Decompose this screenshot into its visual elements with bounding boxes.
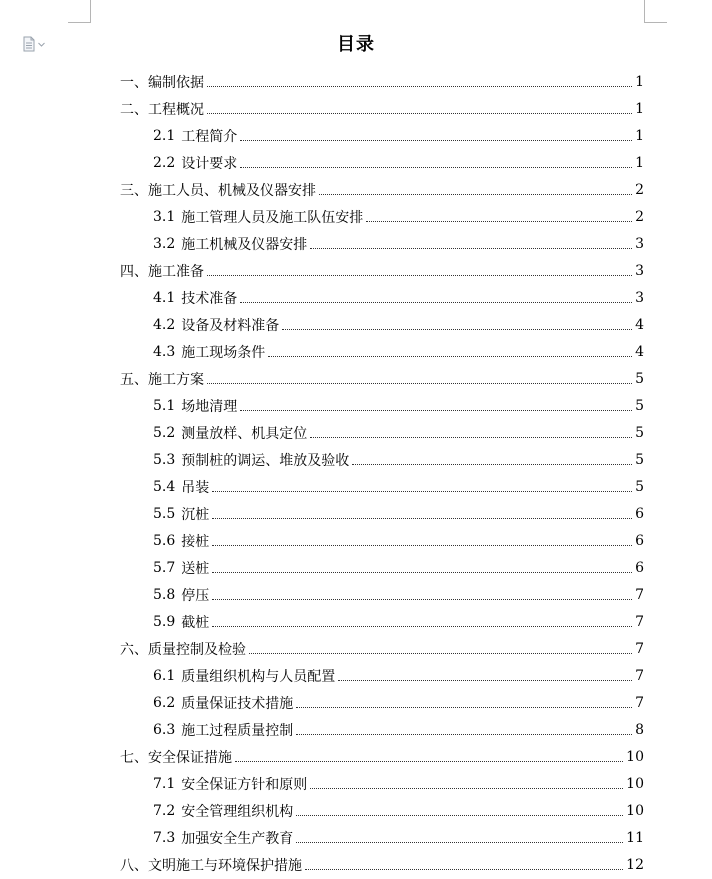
toc-entry[interactable]: [120, 527, 644, 554]
toc-entry-text: 八、文明施工与环境保护措施: [120, 857, 302, 874]
toc-dot-leader: [296, 842, 623, 843]
toc-page-number: 12: [626, 856, 644, 873]
toc-entry-text: 施工现场条件: [181, 344, 266, 361]
toc-page-number: 5: [635, 478, 644, 495]
toc-dot-leader: [240, 410, 632, 411]
toc-page-number: 1: [635, 127, 644, 144]
toc-page-number: 5: [635, 397, 644, 414]
toc-entry-number: 5.4: [153, 478, 176, 495]
toc-entry-number: 6.2: [153, 694, 176, 711]
toc-entry-text: 设计要求: [181, 155, 238, 172]
toc-entry-text: 技术准备: [181, 290, 238, 307]
toc-dot-leader: [249, 653, 632, 654]
toc-page-number: 10: [626, 748, 644, 765]
toc-page-number: 8: [635, 721, 644, 738]
toc-dot-leader: [212, 599, 632, 600]
toc-entry-number: 5.1: [153, 397, 176, 414]
toc-entry[interactable]: [120, 770, 644, 797]
toc-entry[interactable]: [120, 257, 644, 284]
toc-entry-number: 7.2: [153, 802, 176, 819]
toc-page-number: 10: [626, 802, 644, 819]
toc-page-number: 7: [635, 694, 644, 711]
toc-dot-leader: [352, 464, 632, 465]
toc-entry[interactable]: [120, 635, 644, 662]
toc-page-number: 5: [635, 370, 644, 387]
toc-entry-text: 工程简介: [181, 128, 238, 145]
toc-entry[interactable]: [120, 689, 644, 716]
toc-page-number: 6: [635, 559, 644, 576]
toc-entry-text: 质量保证技术措施: [181, 695, 294, 712]
toc-dot-leader: [212, 626, 632, 627]
toc-page-number: 3: [635, 235, 644, 252]
toc-entry[interactable]: [120, 284, 644, 311]
toc-dot-leader: [310, 437, 632, 438]
page-corner-mark-left: [68, 0, 91, 23]
toc-entry[interactable]: [120, 743, 644, 770]
toc-entry-number: 4.1: [153, 289, 176, 306]
toc-page-number: 6: [635, 532, 644, 549]
toc-entry[interactable]: [120, 176, 644, 203]
toc-page-number: 4: [635, 316, 644, 333]
toc-dot-leader: [212, 491, 632, 492]
toc-entry-text: 质量组织机构与人员配置: [181, 668, 336, 685]
toc-page-number: 4: [635, 343, 644, 360]
toc-page-number: 3: [635, 262, 644, 279]
toc-dot-leader: [207, 383, 632, 384]
toc-entry-text: 安全保证方针和原则: [181, 776, 308, 793]
toc-entry[interactable]: [120, 851, 644, 878]
toc-page-number: 1: [635, 154, 644, 171]
toc-entry-text: 沉桩: [181, 506, 210, 523]
toc-page-number: 11: [626, 829, 644, 846]
toc-entry[interactable]: [120, 365, 644, 392]
toc-dot-leader: [296, 707, 632, 708]
toc-entry[interactable]: [120, 392, 644, 419]
toc-entry-text: 预制桩的调运、堆放及验收: [181, 452, 350, 469]
toc-entry-text: 送桩: [181, 560, 210, 577]
toc-entry-text: 安全管理组织机构: [181, 803, 294, 820]
toc-entry[interactable]: [120, 608, 644, 635]
toc-entry[interactable]: [120, 554, 644, 581]
toc-dot-leader: [366, 221, 632, 222]
toc-dot-leader: [240, 167, 632, 168]
toc-dot-leader: [207, 113, 632, 114]
toc-entry-number: 5.5: [153, 505, 176, 522]
toc-dot-leader: [296, 815, 623, 816]
toc-entry-number: 6.3: [153, 721, 176, 738]
toc-dot-leader: [282, 329, 632, 330]
toc-entry-number: 2.1: [153, 127, 176, 144]
toc-entry[interactable]: [120, 500, 644, 527]
page-corner-mark-right: [644, 0, 667, 23]
toc-entry[interactable]: [120, 797, 644, 824]
toc-entry-text: 一、编制依据: [120, 74, 204, 91]
toc-entry-number: 2.2: [153, 154, 176, 171]
toc-entry[interactable]: [120, 203, 644, 230]
toc-dot-leader: [268, 356, 632, 357]
toc-dot-leader: [338, 680, 632, 681]
toc-entry-number: 5.3: [153, 451, 176, 468]
toc-page-number: 2: [635, 208, 644, 225]
table-of-contents: [120, 68, 644, 878]
toc-entry[interactable]: [120, 122, 644, 149]
toc-entry-number: 5.7: [153, 559, 176, 576]
toc-entry[interactable]: [120, 581, 644, 608]
toc-entry[interactable]: [120, 419, 644, 446]
toc-page-number: 7: [635, 640, 644, 657]
toc-entry-number: 5.8: [153, 586, 176, 603]
toc-entry[interactable]: [120, 662, 644, 689]
toc-entry-number: 4.3: [153, 343, 176, 360]
toc-entry-number: 4.2: [153, 316, 176, 333]
toc-dot-leader: [207, 86, 632, 87]
toc-entry-text: 六、质量控制及检验: [120, 641, 246, 658]
toc-entry[interactable]: [120, 68, 644, 95]
toc-entry-text: 五、施工方案: [120, 371, 204, 388]
toc-entry-number: 5.9: [153, 613, 176, 630]
toc-dot-leader: [296, 734, 632, 735]
toc-dot-leader: [305, 869, 623, 870]
toc-entry[interactable]: [120, 338, 644, 365]
toc-dot-leader: [212, 518, 632, 519]
toc-dot-leader: [319, 194, 632, 195]
toc-entry-text: 二、工程概况: [120, 101, 204, 118]
toc-entry-text: 施工管理人员及施工队伍安排: [181, 209, 364, 226]
toc-page-number: 7: [635, 667, 644, 684]
toc-page-number: 2: [635, 181, 644, 198]
toc-entry-number: 7.3: [153, 829, 176, 846]
toc-dot-leader: [240, 302, 632, 303]
toc-page-number: 6: [635, 505, 644, 522]
toc-entry[interactable]: [120, 230, 644, 257]
toc-dot-leader: [212, 572, 632, 573]
toc-entry-number: 5.2: [153, 424, 176, 441]
toc-entry[interactable]: [120, 446, 644, 473]
toc-entry-text: 测量放样、机具定位: [181, 425, 308, 442]
toc-dot-leader: [212, 545, 632, 546]
toc-entry-number: 5.6: [153, 532, 176, 549]
toc-entry[interactable]: [120, 473, 644, 500]
toc-page-number: 10: [626, 775, 644, 792]
toc-entry-text: 场地清理: [181, 398, 238, 415]
toc-entry-text: 设备及材料准备: [181, 317, 280, 334]
toc-entry-text: 加强安全生产教育: [181, 830, 294, 847]
toc-entry-number: 6.1: [153, 667, 176, 684]
toc-entry[interactable]: [120, 716, 644, 743]
toc-entry-text: 施工机械及仪器安排: [181, 236, 308, 253]
page-title: 目录: [337, 34, 375, 55]
toc-entry-text: 三、施工人员、机械及仪器安排: [120, 182, 316, 199]
toc-page-number: 1: [635, 73, 644, 90]
toc-page-number: 5: [635, 424, 644, 441]
toc-entry-text: 吊装: [181, 479, 210, 496]
toc-entry-text: 停压: [181, 587, 210, 604]
toc-dot-leader: [310, 788, 623, 789]
toc-page-number: 7: [635, 586, 644, 603]
toc-entry[interactable]: [120, 149, 644, 176]
toc-entry-number: 3.2: [153, 235, 176, 252]
toc-entry-text: 接桩: [181, 533, 210, 550]
toc-entry[interactable]: [120, 95, 644, 122]
toc-page-number: 5: [635, 451, 644, 468]
toc-entry-text: 四、施工准备: [120, 263, 204, 280]
toc-entry-number: 3.1: [153, 208, 176, 225]
toc-entry-text: 施工过程质量控制: [181, 722, 294, 739]
toc-dot-leader: [310, 248, 632, 249]
toc-page-number: 3: [635, 289, 644, 306]
toc-entry-text: 七、安全保证措施: [120, 749, 232, 766]
toc-entry[interactable]: [120, 824, 644, 851]
toc-page-number: 1: [635, 100, 644, 117]
toc-page-number: 7: [635, 613, 644, 630]
toc-entry-number: 7.1: [153, 775, 176, 792]
toc-entry[interactable]: [120, 311, 644, 338]
toc-dot-leader: [207, 275, 632, 276]
toc-dot-leader: [240, 140, 632, 141]
toc-entry-text: 截桩: [181, 614, 210, 631]
toc-dot-leader: [235, 761, 623, 762]
